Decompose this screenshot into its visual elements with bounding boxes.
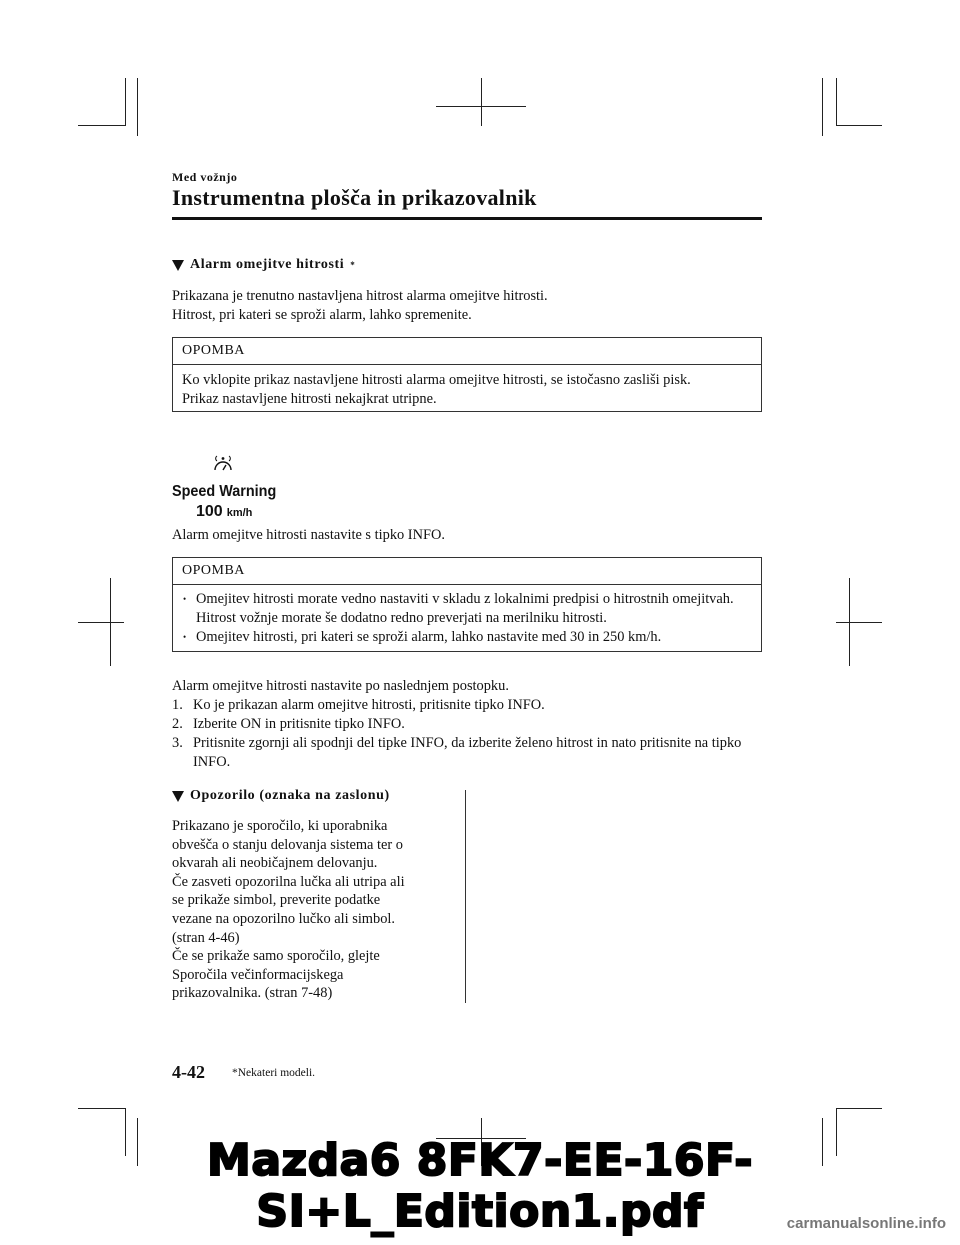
crop-mark [836, 622, 882, 623]
warning-line: okvarah ali neobičajnem delovanju. [172, 855, 378, 872]
warning-heading [172, 788, 390, 804]
crop-mark [110, 578, 111, 666]
crop-mark [836, 78, 837, 126]
note-label: OPOMBA [182, 343, 245, 358]
step-number: 3. [172, 735, 183, 751]
page-title: Instrumentna plošča in prikazovalnik [172, 185, 537, 210]
crop-mark [78, 125, 126, 126]
crop-mark [78, 1108, 126, 1109]
warning-line: Sporočila večinformacijskega [172, 966, 344, 983]
section-kicker: Med vožnjo [172, 170, 238, 184]
note-body [173, 365, 761, 417]
footnote: *Nekateri modeli. [232, 1067, 316, 1079]
triangle-down-icon [172, 260, 184, 271]
speed-alarm-intro [172, 287, 762, 325]
warning-line: (stran 4-46) [172, 929, 240, 946]
note-box [172, 557, 762, 652]
display-unit: km/h [226, 507, 253, 519]
title-rule [172, 217, 762, 220]
procedure [172, 677, 762, 772]
intro-line: Hitrost, pri kateri se sproži alarm, lahko spremenite. [172, 307, 472, 323]
warning-line: vezane na opozorilno lučko ali simbol. [172, 910, 395, 927]
crop-mark [822, 78, 823, 136]
speed-alarm-heading-text: Alarm omejitve hitrosti [190, 257, 345, 272]
step-number: 1. [172, 697, 183, 713]
procedure-steps [172, 696, 762, 772]
note-label: OPOMBA [182, 563, 245, 578]
step-text: Pritisnite zgornji ali spodnji del tipke INFO, da izberite želeno hitrost in nato pritisnite na tipko INFO. [193, 735, 742, 770]
warning-line: prikazovalnika. (stran 7-48) [172, 985, 333, 1002]
step-text: Izberite ON in pritisnite tipko INFO. [193, 716, 405, 732]
step-item [172, 734, 762, 772]
page-number: 4-42 [172, 1062, 205, 1082]
procedure-intro: Alarm omejitve hitrosti nastavite po naslednjem postopku. [172, 678, 509, 694]
note-line: Ko vklopite prikaz nastavljene hitrosti alarma omejitve hitrosti, se istočasno zasliši pisk. [182, 372, 691, 388]
warning-line: Če se prikaže samo sporočilo, glejte [172, 948, 380, 965]
step-item [172, 696, 762, 715]
display-value: 100 [196, 503, 223, 520]
crop-mark [836, 125, 882, 126]
site-credit: carmanualsonline.info [786, 1215, 946, 1232]
crop-mark [849, 578, 850, 666]
note-line: Prikaz nastavljene hitrosti nekajkrat utripne. [182, 391, 437, 407]
warning-line: se prikaže simbol, preverite podatke [172, 892, 381, 909]
speed-alarm-heading [172, 257, 355, 273]
speed-warning-icon [211, 452, 235, 474]
crop-mark [125, 78, 126, 126]
crop-mark [481, 78, 482, 126]
crop-mark [78, 622, 124, 623]
step-item [172, 715, 762, 734]
asterisk: * [350, 260, 356, 270]
display-title: Speed Warning [172, 483, 277, 500]
note-box [172, 337, 762, 412]
watermark: Mazda6 8FK7-EE-16F-SI+L_Edition1.pdf [207, 1135, 753, 1237]
column-divider [465, 790, 466, 1003]
warning-body [172, 817, 457, 1003]
warning-line: Prikazano je sporočilo, ki uporabnika [172, 818, 388, 834]
warning-heading-text: Opozorilo (oznaka na zaslonu) [190, 788, 390, 803]
step-text: Ko je prikazan alarm omejitve hitrosti, pritisnite tipko INFO. [193, 697, 545, 713]
display-speed [196, 503, 252, 521]
intro-line: Prikazana je trenutno nastavljena hitrost alarma omejitve hitrosti. [172, 288, 548, 304]
step-number: 2. [172, 716, 183, 732]
crop-mark [137, 78, 138, 136]
warning-line: Če zasveti opozorilna lučka ali utripa ali [172, 873, 405, 890]
warning-line: obvešča o stanju delovanja sistema ter o [172, 836, 403, 853]
note-bullet: • Omejitev hitrosti morate vedno nastaviti v skladu z lokalnimi predpisi o hitrostnih omejitvah. Hitrost vožnje morate še dodatno redno preverjati na merilniku hitrosti. [182, 590, 752, 628]
set-text: Alarm omejitve hitrosti nastavite s tipko INFO. [172, 527, 445, 543]
triangle-down-icon [172, 791, 184, 802]
crop-mark [836, 1108, 882, 1109]
note-bullet: • Omejitev hitrosti, pri kateri se sproži alarm, lahko nastavite med 30 in 250 km/h. [182, 628, 752, 647]
note-body [173, 585, 761, 655]
